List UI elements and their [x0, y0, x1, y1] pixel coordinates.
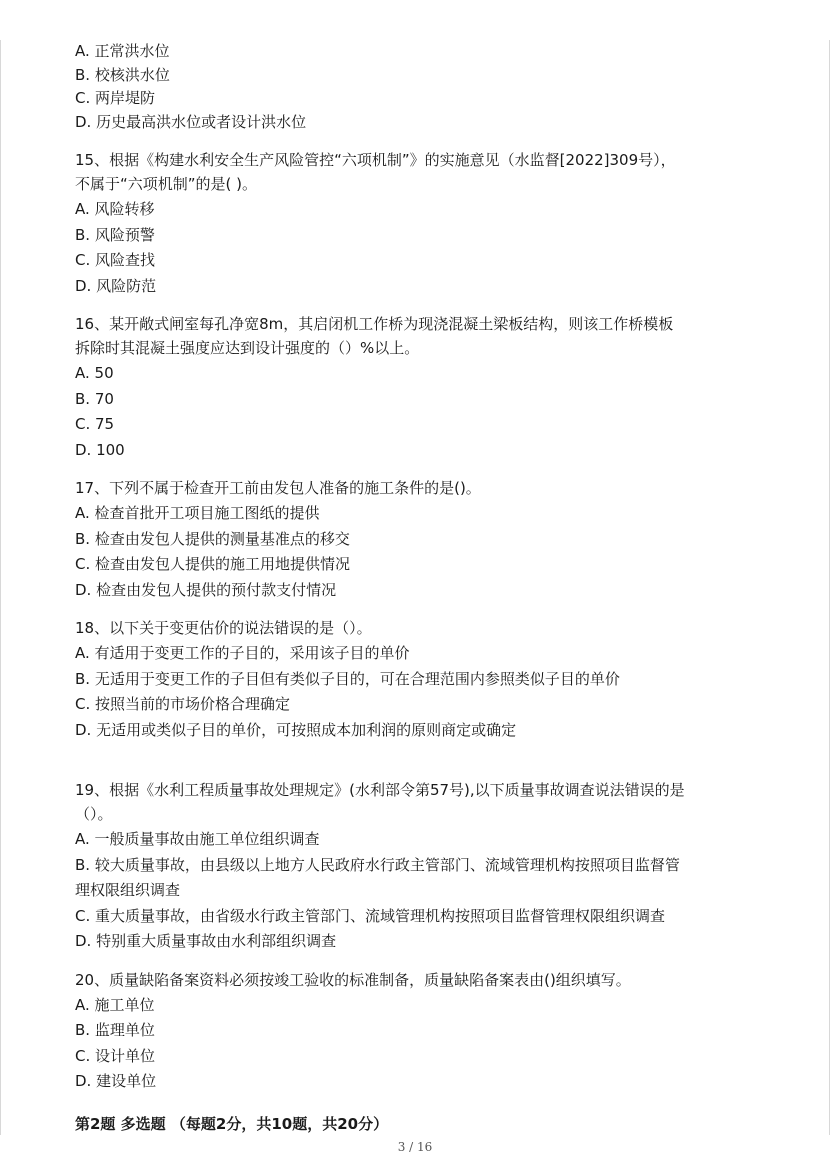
- option: A. 50: [75, 364, 114, 382]
- option: B. 较大质量事故，由县级以上地方人民政府水行政主管部门、流域管理机构按照项目监督管: [75, 855, 680, 874]
- option: A. 有适用于变更工作的子目的，采用该子目的单价: [75, 644, 410, 662]
- option: C. 重大质量事故，由省级水行政主管部门、流域管理机构按照项目监督管理权限组织调查: [75, 906, 666, 925]
- question-18: [75, 616, 765, 742]
- question-stem: （）。: [75, 805, 113, 823]
- option: A. 风险转移: [75, 200, 155, 218]
- question-19: [75, 778, 765, 954]
- option: B. 校核洪水位: [75, 65, 170, 84]
- option: D. 无适用或类似子目的单价，可按照成本加利润的原则商定或确定: [75, 720, 517, 739]
- question-stem: 19、根据《水利工程质量事故处理规定》(水利部令第57号),以下质量事故调查说法错误的是: [75, 781, 685, 799]
- page-number: 3 / 16: [397, 1140, 433, 1154]
- option: B. 监理单位: [75, 1021, 155, 1039]
- option: D. 检查由发包人提供的预付款支付情况: [75, 580, 337, 599]
- option: D. 历史最高洪水位或者设计洪水位: [75, 112, 307, 131]
- option: C. 设计单位: [75, 1046, 156, 1065]
- question-stem: 16、某开敞式闸室每孔净宽8m，其启闭机工作桥为现浇混凝土梁板结构，则该工作桥模板: [75, 315, 674, 333]
- option: A. 检查首批开工项目施工图纸的提供: [75, 504, 320, 522]
- question-stem: 拆除时其混凝土强度应达到设计强度的（）%以上。: [75, 339, 420, 357]
- option: D. 建设单位: [75, 1072, 157, 1090]
- option: B. 检查由发包人提供的测量基准点的移交: [75, 529, 350, 548]
- option: D. 风险防范: [75, 276, 157, 295]
- question-20: [75, 968, 765, 1094]
- option: C. 风险查找: [75, 251, 156, 269]
- question-14-options: [75, 40, 765, 134]
- question-stem: 18、以下关于变更估价的说法错误的是（）。: [75, 619, 372, 637]
- question-17: [75, 476, 765, 602]
- option-continuation: 理权限组织调查: [75, 881, 181, 899]
- option: C. 检查由发包人提供的施工用地提供情况: [75, 555, 351, 573]
- page-edge-left: [0, 40, 1, 1135]
- option: C. 两岸堤防: [75, 89, 156, 107]
- option: C. 按照当前的市场价格合理确定: [75, 695, 291, 713]
- option: A. 施工单位: [75, 995, 155, 1014]
- option: C. 75: [75, 415, 115, 433]
- question-15: [75, 148, 765, 298]
- question-stem: 17、下列不属于检查开工前由发包人准备的施工条件的是()。: [75, 479, 481, 497]
- question-stem: 不属于“六项机制”的是( )。: [75, 175, 258, 193]
- section-title: 第2题 多选题 （每题2分，共10题，共20分）: [75, 1114, 389, 1133]
- question-16: [75, 312, 765, 462]
- option: B. 无适用于变更工作的子目但有类似子目的，可在合理范围内参照类似子目的单价: [75, 669, 620, 688]
- option: A. 正常洪水位: [75, 42, 170, 60]
- option: B. 70: [75, 389, 114, 408]
- option: D. 特别重大质量事故由水利部组织调查: [75, 932, 337, 950]
- option: A. 一般质量事故由施工单位组织调查: [75, 830, 320, 848]
- question-stem: 15、根据《构建水利安全生产风险管控“六项机制”》的实施意见（水监督[2022]309号），: [75, 151, 676, 169]
- document-content: [75, 40, 765, 1136]
- option: D. 100: [75, 440, 125, 459]
- question-stem: 20、质量缺陷备案资料必须按竣工验收的标准制备，质量缺陷备案表由()组织填写。: [75, 970, 631, 989]
- option: B. 风险预警: [75, 225, 155, 244]
